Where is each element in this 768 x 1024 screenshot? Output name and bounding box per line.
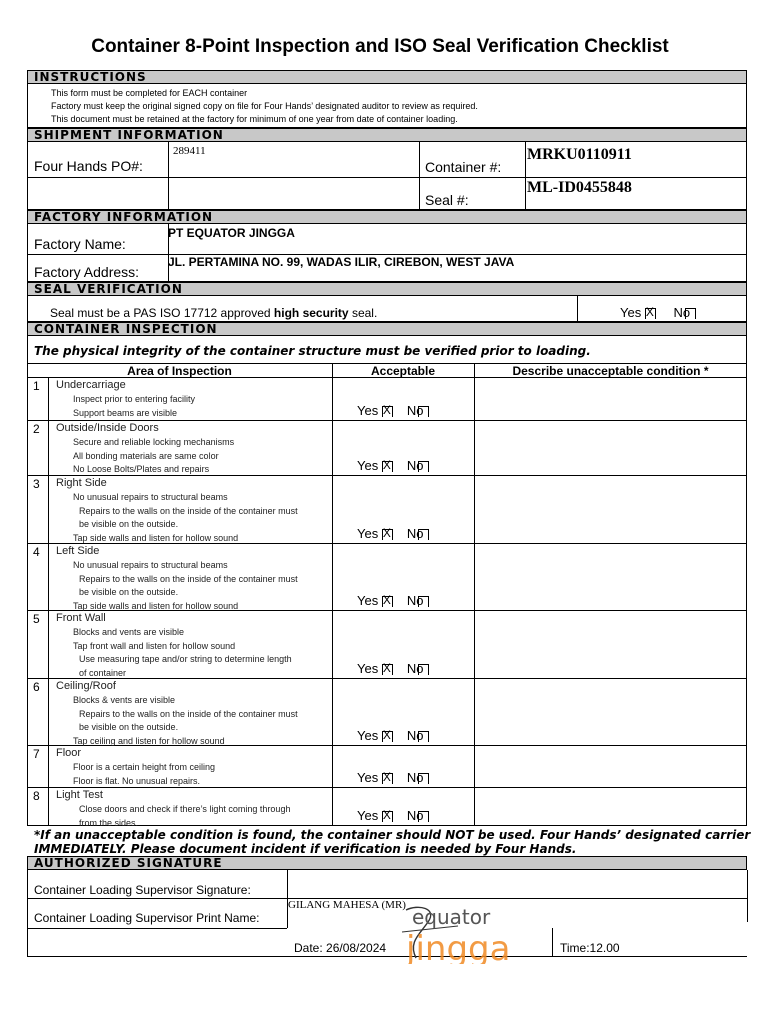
table-row [27, 746, 747, 788]
area-title: Undercarriage [56, 379, 126, 391]
inspection-item: be visible on the outside. [79, 587, 179, 597]
inspection-item: be visible on the outside. [79, 519, 179, 529]
time-field[interactable]: Time:12.00 [560, 941, 620, 955]
inspection-item: Repairs to the walls on the inside of the container must [79, 708, 298, 719]
yes-checkbox[interactable]: X [382, 661, 391, 676]
inspection-item: Floor is flat. No unusual repairs. [73, 775, 201, 786]
area-title: Front Wall [56, 612, 106, 624]
area-title: Right Side [56, 477, 107, 489]
divider [27, 177, 747, 178]
acceptable-yes-no [357, 593, 429, 608]
yes-label: Yes [357, 403, 379, 418]
inspection-item: Secure and reliable locking mechanisms [73, 437, 235, 447]
factory-address-value[interactable]: JL. PERTAMINA NO. 99, WADAS ILIR, CIREBON, WEST JAVA [168, 255, 515, 269]
divider [552, 928, 553, 956]
table-row [27, 679, 747, 746]
acceptable-yes-no [357, 808, 429, 823]
acceptable-yes-no [357, 458, 429, 473]
no-label: No [406, 808, 424, 823]
yes-label: Yes [357, 593, 379, 608]
no-checkbox[interactable] [418, 731, 429, 742]
inspection-item: All bonding materials are same color [73, 450, 219, 461]
svg-text:equator: equator [412, 905, 491, 929]
row-number: 5 [33, 612, 40, 626]
table-row [27, 788, 747, 826]
area-title: Floor [56, 747, 82, 759]
acceptable-yes-no [357, 661, 429, 676]
yes-checkbox[interactable]: X [382, 593, 391, 608]
supervisor-print-label: Container Loading Supervisor Print Name: [34, 911, 260, 925]
no-label: No [406, 770, 424, 785]
inspection-intro: The physical integrity of the container structure must be verified prior to loading. [34, 344, 591, 358]
supervisor-print-name[interactable]: GILANG MAHESA (MR) [288, 899, 406, 911]
container-label: Container #: [425, 159, 502, 175]
no-checkbox[interactable] [418, 529, 429, 540]
yes-checkbox[interactable]: X [645, 305, 654, 320]
no-checkbox[interactable] [685, 308, 696, 319]
no-label: No [406, 661, 424, 676]
acceptable-yes-no [357, 526, 429, 541]
supervisor-signature-label: Container Loading Supervisor Signature: [34, 883, 251, 897]
divider [525, 142, 526, 210]
seal-yes-no [620, 305, 696, 320]
seal-value[interactable]: ML-ID0455848 [527, 179, 632, 196]
yes-label: Yes [357, 808, 379, 823]
seal-label: Seal #: [425, 192, 469, 208]
area-title: Outside/Inside Doors [56, 422, 159, 434]
divider [168, 142, 169, 210]
row-number: 7 [33, 747, 40, 761]
instruction-line: This form must be completed for EACH container [51, 88, 248, 98]
yes-checkbox[interactable]: X [382, 458, 391, 473]
yes-checkbox[interactable]: X [382, 808, 391, 823]
describe-condition-field[interactable] [474, 611, 747, 678]
no-checkbox[interactable] [418, 811, 429, 822]
instructions-box [27, 84, 747, 128]
no-label: No [406, 458, 424, 473]
col-acceptable-header: Acceptable [370, 364, 436, 378]
yes-label: Yes [357, 661, 379, 676]
inspection-item: Inspect prior to entering facility [73, 394, 196, 404]
row-number: 3 [33, 477, 40, 491]
date-field[interactable]: Date: 26/08/2024 [294, 941, 387, 955]
describe-condition-field[interactable] [474, 476, 747, 543]
inspection-item: Repairs to the walls on the inside of the container must [79, 573, 298, 584]
no-checkbox[interactable] [418, 664, 429, 675]
row-number: 1 [33, 379, 40, 393]
inspection-item: Blocks and vents are visible [73, 627, 185, 637]
divider [747, 870, 748, 922]
row-number: 2 [33, 422, 40, 436]
seal-requirement-text: Seal must be a PAS ISO 17712 approved high security seal. [50, 306, 378, 320]
no-checkbox[interactable] [418, 773, 429, 784]
inspection-item: Support beams are visible [73, 407, 178, 418]
factory-address-label: Factory Address: [34, 264, 140, 280]
yes-label: Yes [357, 526, 379, 541]
row-number: 4 [33, 545, 40, 559]
no-label: No [406, 728, 424, 743]
inspection-item: Tap side walls and listen for hollow sound [73, 600, 239, 611]
divider [577, 296, 578, 322]
factory-heading: FACTORY INFORMATION [27, 210, 747, 224]
yes-label: Yes [620, 305, 642, 320]
table-row [27, 476, 747, 544]
table-row [27, 378, 747, 421]
divider [27, 928, 287, 929]
inspection-item: be visible on the outside. [79, 722, 179, 732]
no-checkbox[interactable] [418, 461, 429, 472]
row-number: 8 [33, 789, 40, 803]
area-title: Left Side [56, 545, 100, 557]
col-area-header: Area of Inspection [127, 364, 232, 378]
acceptable-yes-no [357, 728, 429, 743]
col-describe-header: Describe unacceptable condition * [512, 364, 709, 378]
yes-checkbox[interactable]: X [382, 728, 391, 743]
divider [419, 142, 420, 210]
row-number: 6 [33, 680, 40, 694]
area-title: Light Test [56, 789, 103, 801]
seal-verification-heading: SEAL VERIFICATION [27, 282, 747, 296]
inspection-item: Use measuring tape and/or string to determine length [79, 654, 292, 664]
describe-condition-field[interactable] [474, 679, 747, 745]
factory-name-value[interactable]: PT EQUATOR JINGGA [168, 226, 295, 240]
instruction-line: Factory must keep the original signed copy on file for Four Hands’ designated auditor to review as required. [51, 101, 478, 111]
po-value[interactable]: 289411 [173, 145, 206, 157]
inspection-item: Tap side walls and listen for hollow sound [73, 532, 239, 543]
factory-name-label: Factory Name: [34, 236, 126, 252]
no-label: No [406, 403, 424, 418]
table-row [27, 544, 747, 611]
page-title: Container 8-Point Inspection and ISO Seal Verification Checklist [91, 36, 669, 57]
container-value[interactable]: MRKU0110911 [527, 146, 632, 163]
shipment-box [27, 142, 747, 210]
inspection-footnote: *If an unacceptable condition is found, the container should NOT be used. Four Hands’ designated carrier IMMEDIATELY. Please document incident if verification is needed by Four Hands. [34, 828, 751, 856]
acceptable-yes-no [357, 403, 429, 418]
yes-checkbox[interactable]: X [382, 770, 391, 785]
inspection-item: No unusual repairs to structural beams [73, 560, 228, 570]
inspection-item: Floor is a certain height from ceiling [73, 762, 216, 772]
inspection-table-header [27, 364, 747, 378]
inspection-item: Repairs to the walls on the inside of the container must [79, 505, 298, 516]
svg-text:jingga: jingga [406, 929, 511, 964]
table-row [27, 611, 747, 679]
inspection-item: No Loose Bolts/Plates and repairs [73, 464, 210, 474]
describe-condition-field[interactable] [474, 544, 747, 610]
po-label: Four Hands PO#: [34, 158, 143, 174]
describe-condition-field[interactable] [474, 378, 747, 420]
inspection-item: Blocks & vents are visible [73, 695, 176, 705]
instruction-line: This document must be retained at the factory for minimum of one year from date of container loading. [51, 114, 458, 124]
inspection-item: No unusual repairs to structural beams [73, 492, 228, 502]
yes-checkbox[interactable]: X [382, 403, 391, 418]
inspection-item: Tap ceiling and listen for hollow sound [73, 735, 225, 746]
inspection-item: from the sides. [79, 817, 139, 828]
area-title: Ceiling/Roof [56, 680, 116, 692]
yes-checkbox[interactable]: X [382, 526, 391, 541]
yes-label: Yes [357, 458, 379, 473]
no-label: No [673, 305, 691, 320]
company-stamp-logo [398, 902, 513, 964]
shipment-heading: SHIPMENT INFORMATION [27, 128, 747, 142]
no-checkbox[interactable] [418, 596, 429, 607]
instructions-heading: INSTRUCTIONS [27, 70, 747, 84]
yes-label: Yes [357, 728, 379, 743]
describe-condition-field[interactable] [474, 788, 747, 825]
no-label: No [406, 593, 424, 608]
yes-label: Yes [357, 770, 379, 785]
signature-heading: AUTHORIZED SIGNATURE [27, 856, 747, 870]
no-checkbox[interactable] [418, 406, 429, 417]
container-inspection-heading: CONTAINER INSPECTION [27, 322, 747, 336]
inspection-item: Close doors and check if there’s light coming through [79, 804, 291, 814]
inspection-item: Tap front wall and listen for hollow sound [73, 640, 236, 651]
table-row [27, 421, 747, 476]
inspection-item: of container [79, 667, 127, 678]
acceptable-yes-no [357, 770, 429, 785]
no-label: No [406, 526, 424, 541]
describe-condition-field[interactable] [474, 746, 747, 787]
describe-condition-field[interactable] [474, 421, 747, 475]
